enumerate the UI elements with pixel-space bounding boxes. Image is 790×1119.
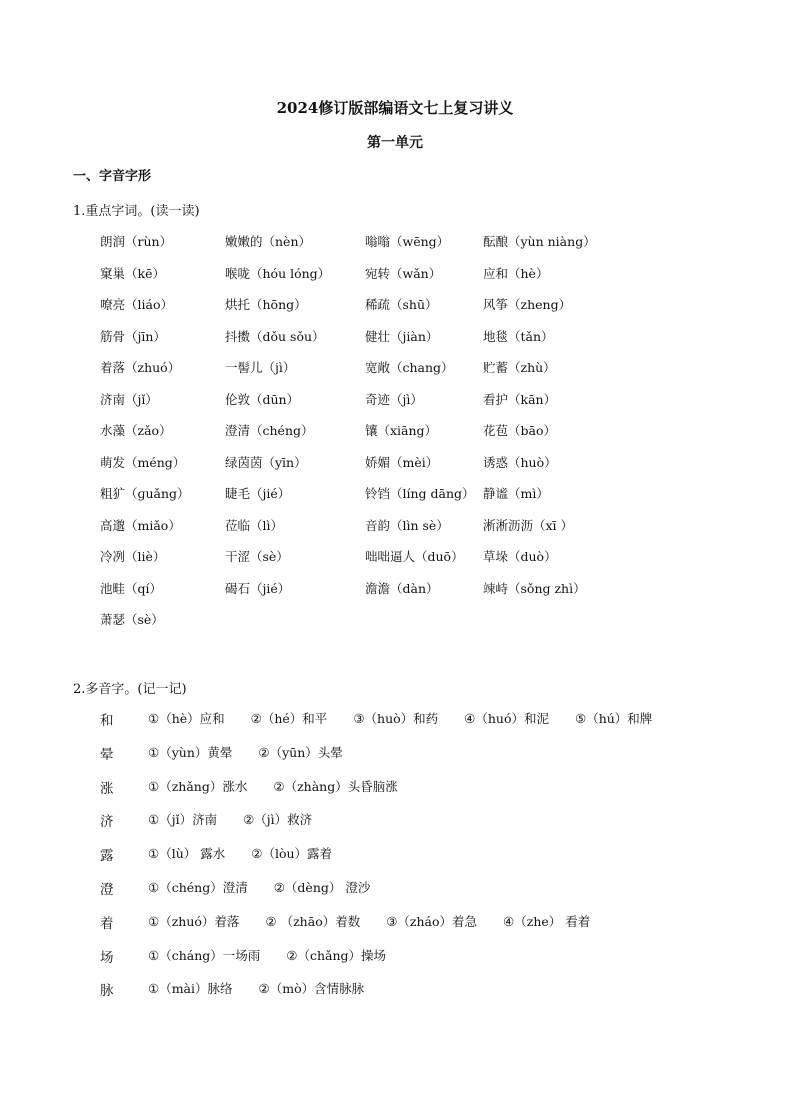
- vocab-item: 冷冽（liè）: [100, 549, 166, 564]
- polyphone-char: 场: [100, 949, 114, 966]
- vocab-item: 干涩（sè）: [225, 549, 289, 564]
- polyphone-list: [100, 709, 780, 1013]
- vocab-item: 嫩嫩的（nèn）: [225, 234, 311, 249]
- vocab-item: 铃铛（líng dāng）: [365, 486, 475, 501]
- vocab-item: 音韵（lìn sè）: [365, 517, 449, 533]
- polyphone-char: 济: [100, 814, 114, 831]
- polyphone-reading: ①（yùn）黄晕: [148, 744, 233, 760]
- polyphone-reading: ①（hè）应和: [148, 711, 225, 726]
- polyphone-row: [100, 946, 780, 980]
- vocab-item: 宛转（wǎn）: [365, 265, 442, 281]
- polyphone-char: 露: [100, 848, 114, 865]
- vocab-item: 应和（hè）: [483, 265, 549, 281]
- polyphone-readings: [148, 709, 678, 727]
- vocab-item: 静谧（mì）: [483, 486, 549, 501]
- polyphone-reading: ② （zhāo）着数: [265, 913, 361, 929]
- polyphone-row: [100, 777, 780, 811]
- vocab-item: 澹澹（dàn）: [365, 580, 439, 596]
- vocab-item: 健壮（jiàn）: [365, 328, 439, 344]
- vocab-item: 酝酿（yùn niàng）: [483, 234, 596, 249]
- vocab-item: 窠巢（kē）: [100, 265, 165, 281]
- polyphone-reading: ①（zhuó）着落: [148, 913, 240, 929]
- polyphone-row: [100, 878, 780, 912]
- polyphone-reading: ②（yūn）头晕: [258, 744, 343, 760]
- polyphone-reading: ②（dèng） 澄沙: [273, 879, 371, 895]
- polyphone-reading: ②（hé）和平: [250, 711, 328, 726]
- vocab-item: 筋骨（jīn）: [100, 328, 166, 344]
- vocab-item: 朗润（rùn）: [100, 234, 173, 249]
- vocab-item: 澄清（chéng）: [225, 423, 314, 438]
- polyphone-reading: ①（mài）脉络: [148, 981, 233, 997]
- vocab-item: 着落（zhuó）: [100, 360, 181, 375]
- polyphone-char: 晕: [100, 746, 114, 763]
- polyphone-reading: ⑤（hú）和牌: [575, 711, 653, 726]
- polyphone-row: [100, 979, 780, 1013]
- polyphone-readings: [148, 810, 338, 828]
- vocab-item: 莅临（lì）: [225, 517, 283, 533]
- polyphone-reading: ②（chǎng）操场: [286, 947, 387, 963]
- vocab-item: 奇迹（jì）: [365, 391, 423, 407]
- vocab-item: 粗犷（ɡuǎng）: [100, 486, 190, 501]
- polyphone-reading: ②（jì）救济: [243, 812, 313, 828]
- vocab-item: 水藻（zǎo）: [100, 423, 172, 438]
- polyphone-reading: ①（zhǎng）涨水: [148, 778, 248, 794]
- vocab-item: 花苞（bāo）: [483, 423, 556, 438]
- polyphone-readings: [148, 777, 424, 795]
- polyphone-row: [100, 912, 780, 946]
- vocab-item: 睫毛（jié）: [225, 486, 291, 501]
- polyphone-reading: ④（huó）和泥: [464, 711, 549, 726]
- polyphone-readings: [148, 878, 396, 896]
- vocab-item: 淅淅沥沥（xī ）: [483, 517, 574, 533]
- unit-title: 第一单元: [367, 135, 423, 151]
- polyphone-char: 着: [100, 915, 114, 932]
- vocab-item: 草垛（duò）: [483, 549, 557, 564]
- vocab-item: 伦敦（dūn）: [225, 391, 300, 407]
- vocab-item: 烘托（hōng）: [225, 297, 307, 312]
- polyphone-readings: [148, 979, 390, 997]
- polyphone-readings: [148, 946, 412, 964]
- vocab-item: 池畦（qí）: [100, 580, 162, 596]
- polyphone-reading: ②（lòu）露着: [251, 846, 333, 862]
- vocab-item: 喉咙（hóu lóng）: [225, 265, 331, 281]
- vocab-item: 贮蓄（zhù）: [483, 360, 556, 375]
- polyphone-reading: ①（jǐ）济南: [148, 812, 218, 828]
- polyphone-reading: ①（lù） 露水: [148, 846, 226, 862]
- vocab-item: 一髻儿（jì）: [225, 360, 296, 375]
- vocab-item: 地毯（tǎn）: [483, 328, 554, 344]
- polyphone-reading: ③（huò）和药: [353, 711, 439, 726]
- vocab-item: 济南（jǐ）: [100, 391, 158, 407]
- vocab-item: 萧瑟（sè）: [100, 612, 164, 627]
- vocab-item: 诱惑（huò）: [483, 454, 557, 470]
- vocab-item: 碣石（jié）: [225, 580, 291, 596]
- vocab-item: 绿茵茵（yīn）: [225, 454, 307, 470]
- vocab-item: 稀疏（shū）: [365, 297, 438, 312]
- document-title: 2024修订版部编语文七上复习讲义: [276, 99, 514, 117]
- vocab-item: 嗡嗡（wēng）: [365, 234, 450, 249]
- section-heading: 一、字音字形: [73, 169, 152, 184]
- vocab-item: 竦峙（sǒng zhì）: [483, 580, 586, 596]
- polyphone-reading: ④（zhe） 看着: [503, 913, 591, 929]
- part2-heading: 2.多音字。(记一记): [73, 682, 187, 697]
- polyphone-row: [100, 743, 780, 777]
- polyphone-reading: ③（zháo）着急: [386, 913, 478, 929]
- polyphone-reading: ①（cháng）一场雨: [148, 947, 261, 963]
- polyphone-row: [100, 709, 780, 743]
- vocab-item: 宽敞（chang）: [365, 360, 454, 375]
- polyphone-readings: [148, 912, 616, 930]
- vocab-item: 高邈（miǎo）: [100, 517, 181, 533]
- vocab-item: 萌发（méng）: [100, 454, 186, 470]
- vocab-grid: [100, 232, 780, 642]
- polyphone-readings: [148, 743, 369, 761]
- polyphone-reading: ①（chéng）澄清: [148, 879, 248, 895]
- polyphone-row: [100, 810, 780, 844]
- vocab-item: 风筝（zheng）: [483, 297, 572, 312]
- vocab-item: 抖擞（dǒu sǒu）: [225, 328, 325, 344]
- polyphone-reading: ②（zhàng）头昏脑涨: [273, 778, 398, 794]
- polyphone-readings: [148, 844, 358, 862]
- vocab-item: 咄咄逼人（duō）: [365, 549, 464, 564]
- vocab-item: 娇媚（mèi）: [365, 454, 439, 470]
- part1-heading: 1.重点字词。(读一读): [73, 204, 200, 219]
- polyphone-char: 澄: [100, 881, 114, 898]
- vocab-item: 看护（kān）: [483, 391, 557, 407]
- vocab-item: 镶（xiāng）: [365, 423, 438, 438]
- polyphone-char: 涨: [100, 780, 114, 797]
- polyphone-row: [100, 844, 780, 878]
- polyphone-char: 脉: [100, 983, 114, 1000]
- polyphone-reading: ②（mò）含情脉脉: [258, 981, 365, 997]
- polyphone-char: 和: [100, 713, 114, 729]
- vocab-item: 嘹亮（liáo）: [100, 297, 173, 312]
